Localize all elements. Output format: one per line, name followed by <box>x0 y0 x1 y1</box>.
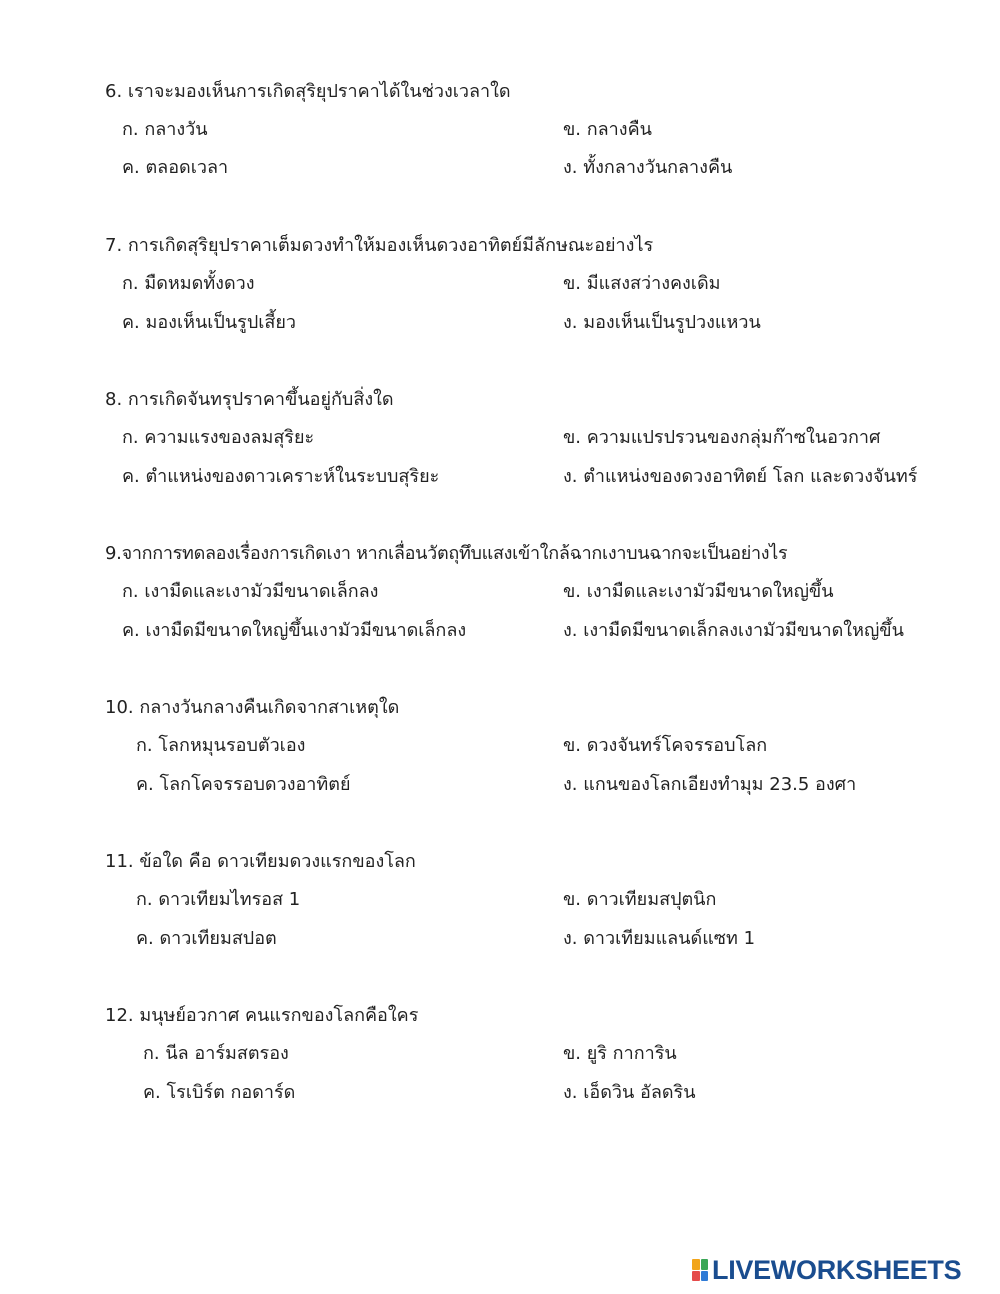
q6-option-a[interactable]: ก. กลางวัน <box>122 119 208 140</box>
q8-option-d[interactable]: ง. ตำแหน่งของดวงอาทิตย์ โลก และดวงจันทร์ <box>563 466 918 487</box>
question-6: 6. เราจะมองเห็นการเกิดสุริยุปราคาได้ในช่วงเวลาใด <box>105 81 511 102</box>
q9-option-b[interactable]: ข. เงามืดและเงามัวมีขนาดใหญ่ขึ้น <box>563 581 834 602</box>
q8-option-c[interactable]: ค. ตำแหน่งของดาวเคราะห์ในระบบสุริยะ <box>122 466 440 487</box>
question-11: 11. ข้อใด คือ ดาวเทียมดวงแรกของโลก <box>105 851 416 872</box>
question-8: 8. การเกิดจันทรุปราคาขึ้นอยู่กับสิ่งใด <box>105 389 394 410</box>
q12-option-b[interactable]: ข. ยูริ กาการิน <box>563 1043 677 1064</box>
q12-option-c[interactable]: ค. โรเบิร์ต กอดาร์ด <box>143 1082 296 1103</box>
q11-option-a[interactable]: ก. ดาวเทียมไทรอส 1 <box>136 889 301 910</box>
q9-option-a[interactable]: ก. เงามืดและเงามัวมีขนาดเล็กลง <box>122 581 379 602</box>
q12-option-a[interactable]: ก. นีล อาร์มสตรอง <box>143 1043 289 1064</box>
q6-option-d[interactable]: ง. ทั้งกลางวันกลางคืน <box>563 157 733 178</box>
question-12: 12. มนุษย์อวกาศ คนแรกของโลกคือใคร <box>105 1005 419 1026</box>
q12-option-d[interactable]: ง. เอ็ดวิน อัลดริน <box>563 1082 696 1103</box>
q9-option-c[interactable]: ค. เงามืดมีขนาดใหญ่ขึ้นเงามัวมีขนาดเล็กลง <box>122 620 467 641</box>
liveworksheets-logo <box>692 1252 961 1288</box>
logo-text: LIVEWORKSHEETS <box>712 1254 962 1285</box>
q11-option-d[interactable]: ง. ดาวเทียมแลนด์แซท 1 <box>563 928 756 949</box>
q10-option-a[interactable]: ก. โลกหมุนรอบตัวเอง <box>136 735 306 756</box>
q10-option-c[interactable]: ค. โลกโคจรรอบดวงอาทิตย์ <box>136 774 351 795</box>
q8-option-b[interactable]: ข. ความแปรปรวนของกลุ่มก๊าซในอวกาศ <box>563 427 881 448</box>
q6-option-c[interactable]: ค. ตลอดเวลา <box>122 157 229 178</box>
q10-option-d[interactable]: ง. แกนของโลกเอียงทำมุม 23.5 องศา <box>563 774 857 795</box>
mark-square-3 <box>692 1271 700 1282</box>
question-7: 7. การเกิดสุริยุปราคาเต็มดวงทำให้มองเห็นดวงอาทิตย์มีลักษณะอย่างไร <box>105 235 654 256</box>
question-9: 9.จากการทดลองเรื่องการเกิดเงา หากเลื่อนวัตถุทึบแสงเข้าใกล้ฉากเงาบนฉากจะเป็นอย่างไร <box>105 543 788 564</box>
mark-square-1 <box>692 1259 700 1270</box>
q7-option-a[interactable]: ก. มืดหมดทั้งดวง <box>122 273 255 294</box>
mark-square-4 <box>701 1271 709 1282</box>
q6-option-b[interactable]: ข. กลางคืน <box>563 119 652 140</box>
q10-option-b[interactable]: ข. ดวงจันทร์โคจรรอบโลก <box>563 735 768 756</box>
q11-option-b[interactable]: ข. ดาวเทียมสปุตนิก <box>563 889 717 910</box>
q7-option-d[interactable]: ง. มองเห็นเป็นรูปวงแหวน <box>563 312 761 333</box>
q7-option-b[interactable]: ข. มีแสงสว่างคงเดิม <box>563 273 721 294</box>
question-10: 10. กลางวันกลางคืนเกิดจากสาเหตุใด <box>105 697 400 718</box>
mark-square-2 <box>701 1259 709 1270</box>
q11-option-c[interactable]: ค. ดาวเทียมสปอต <box>136 928 277 949</box>
q9-option-d[interactable]: ง. เงามืดมีขนาดเล็กลงเงามัวมีขนาดใหญ่ขึ้น <box>563 620 904 641</box>
liveworksheets-mark-icon <box>692 1259 708 1281</box>
q8-option-a[interactable]: ก. ความแรงของลมสุริยะ <box>122 427 315 448</box>
q7-option-c[interactable]: ค. มองเห็นเป็นรูปเสี้ยว <box>122 312 297 333</box>
